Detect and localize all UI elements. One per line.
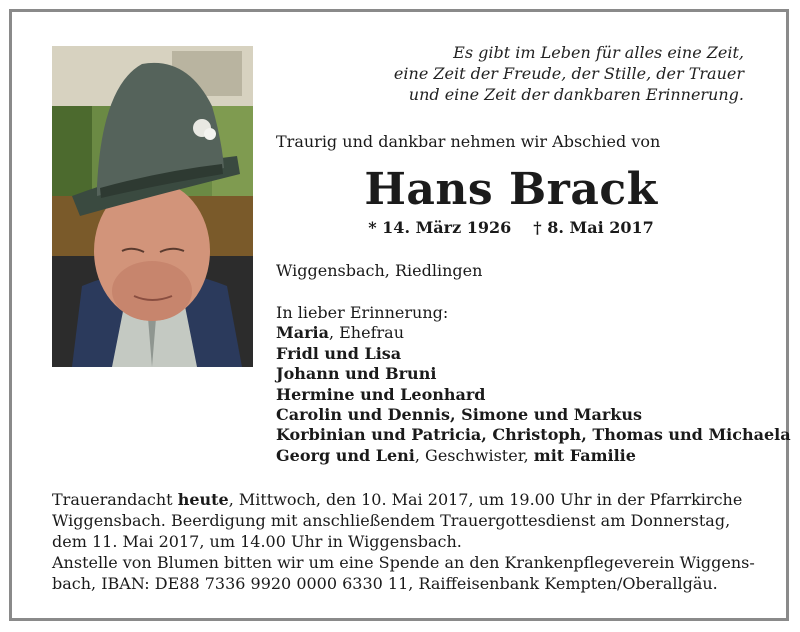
mourner-line: Hermine und Leonhard [276,384,486,404]
place-text: Wiggensbach, Riedlingen [276,261,483,280]
notice-line: Anstelle von Blumen bitten wir um eine Spende an den Krankenpflegeverein Wiggens- [52,553,755,572]
service-notice [52,489,755,594]
mourner-line: Korbinian und Patricia, Christoph, Thomas und Michaela [276,425,791,445]
memory-heading: In lieber Erinnerung: [276,303,449,322]
mourner-line: Georg und Leni, Geschwister, mit Familie [276,445,636,465]
mourners-list [276,303,791,466]
life-dates [276,217,746,239]
poem-line: eine Zeit der Freude, der Stille, der Trauer [393,64,744,83]
mourner-line: Carolin und Dennis, Simone und Markus [276,405,643,425]
portrait-photo [52,46,253,367]
mourner-line: Johann und Bruni [276,364,437,384]
death-date: † 8. Mai 2017 [533,218,654,237]
mourner-line: Maria, Ehefrau [276,323,404,343]
notice-line: bach, IBAN: DE88 7336 9920 0000 6330 11, Raiffeisenbank Kempten/Oberallgäu. [52,574,718,593]
notice-line: Wiggensbach. Beerdigung mit anschließendem Trauergottesdienst am Donnerstag, [52,511,731,530]
notice-line: dem 11. Mai 2017, um 14.00 Uhr in Wiggensbach. [52,532,462,551]
birth-date: * 14. März 1926 [368,218,512,237]
poem-line: Es gibt im Leben für alles eine Zeit, [453,43,744,62]
notice-line: Trauerandacht heute, Mittwoch, den 10. Mai 2017, um 19.00 Uhr in der Pfarrkirche [52,490,743,509]
poem [380,42,744,105]
intro-text: Traurig und dankbar nehmen wir Abschied von [276,132,661,151]
poem-line: und eine Zeit der dankbaren Erinnerung. [408,85,744,104]
deceased-name: Hans Brack [364,164,658,215]
mourner-line: Fridl und Lisa [276,343,402,363]
